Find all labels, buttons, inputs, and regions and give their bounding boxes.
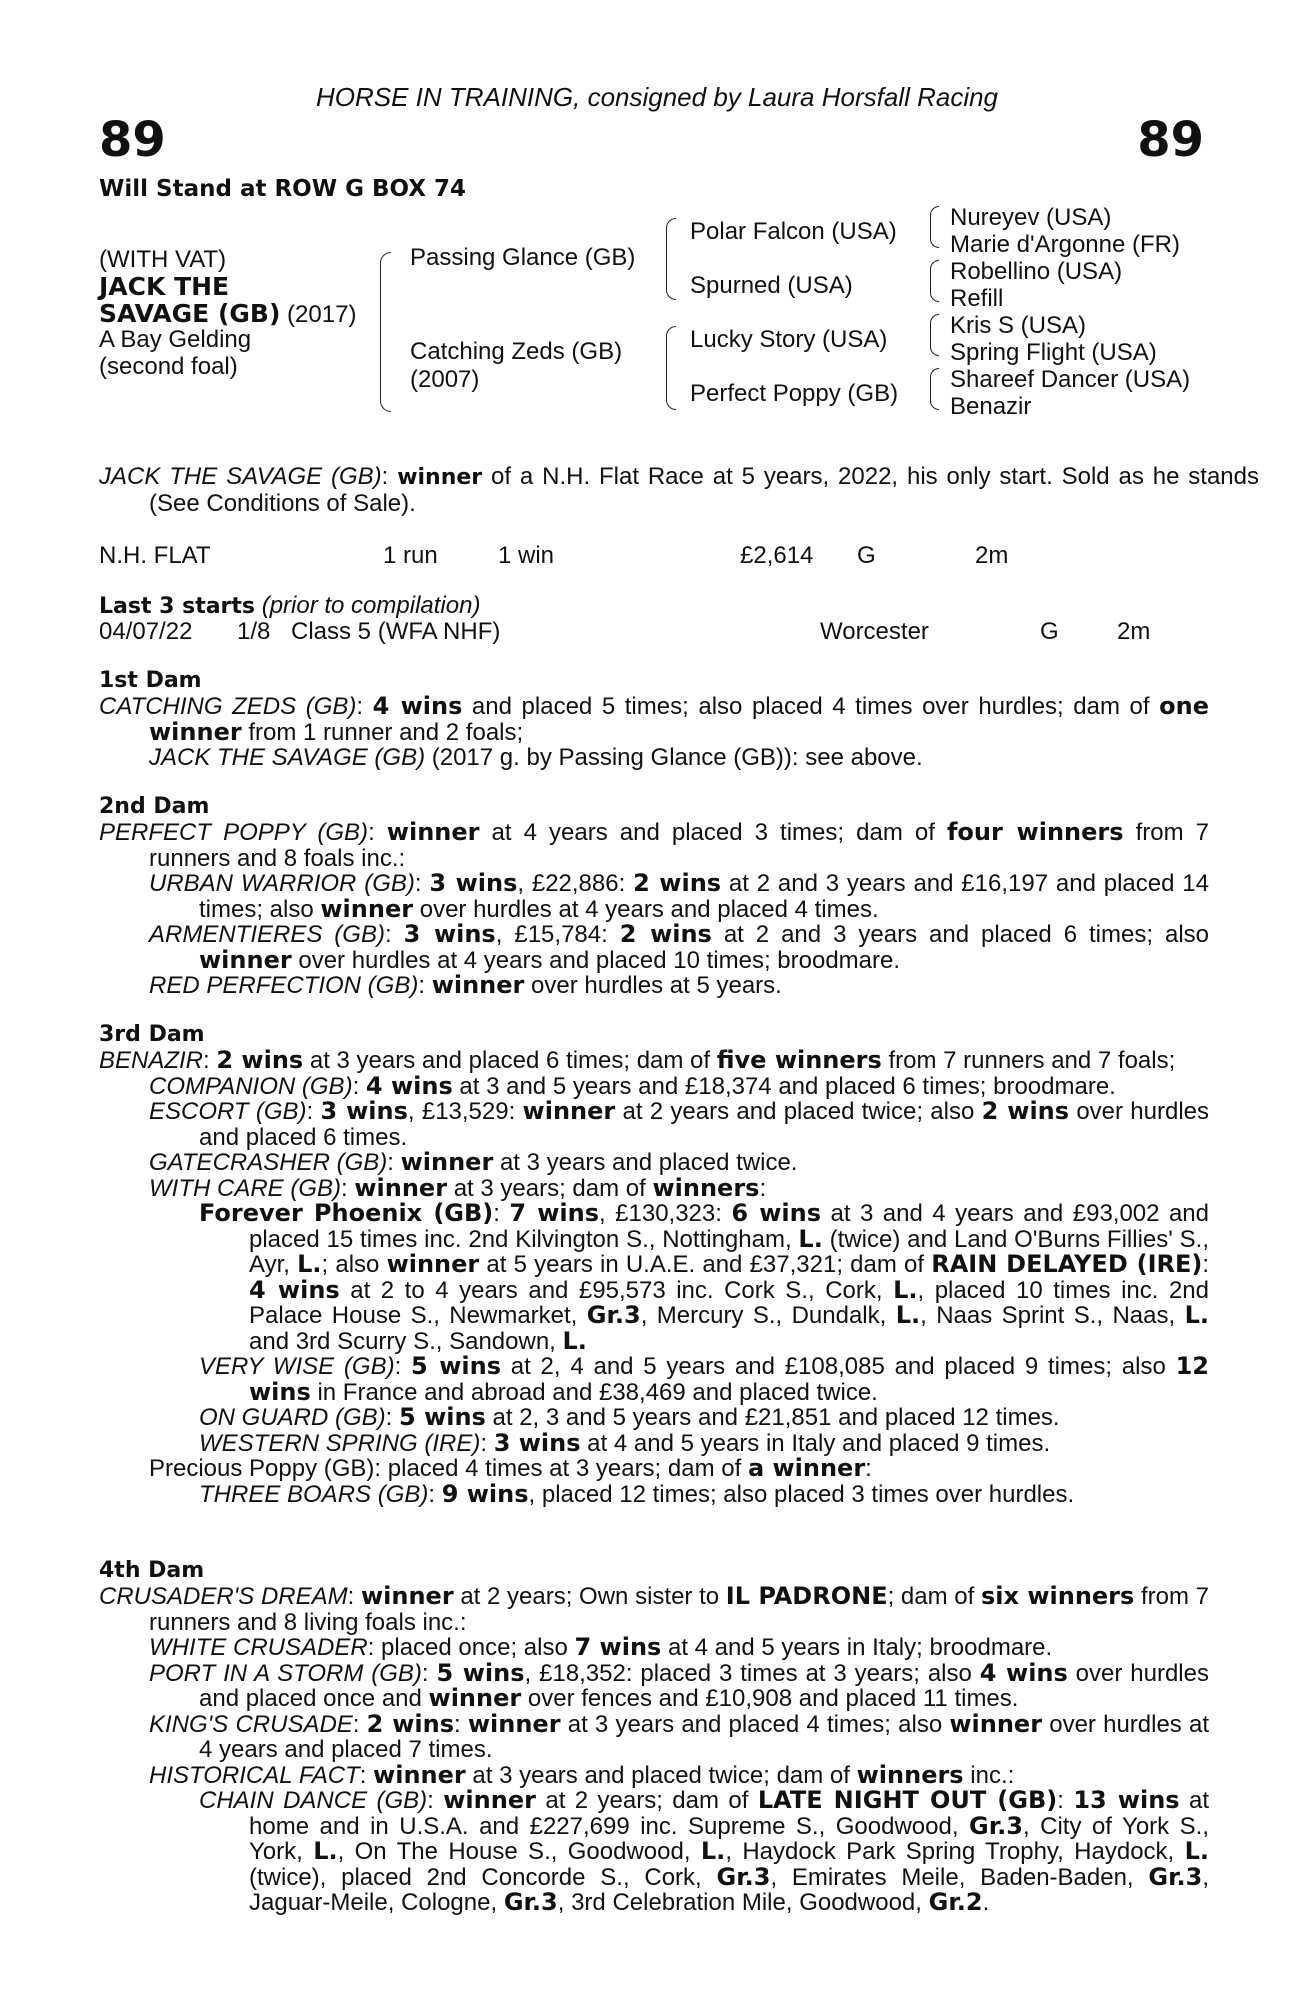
foal-note: (second foal): [99, 353, 238, 380]
last-starts-heading: Last 3 starts (prior to compilation): [99, 592, 481, 619]
last-start-going: G: [1040, 618, 1059, 645]
produce-entry: CHAIN DANCE (GB): winner at 2 years; dam of LATE NIGHT OUT (GB): 13 wins at home and in U.S.A. and £227,699 inc. Supreme S., Goodwood, Gr.3, City of York S., York, L., On The House S., Goodwood, L., Haydock Park Spring Trophy, Haydock, L. (twice), placed 2nd Concorde S., Cork, Gr.3, Emirates Meile, Baden-Baden, Gr.3, Jaguar-Meile, Cologne, Gr.3, 3rd Celebration Mile, Goodwood, Gr.2.: [199, 1786, 1210, 1916]
last-start-course: Worcester: [820, 618, 929, 645]
sdd: Refill: [950, 285, 1004, 312]
pedigree-brace: [930, 260, 939, 302]
last-start-date: 04/07/22: [99, 618, 193, 645]
fourth-dam-text: CRUSADER'S DREAM: winner at 2 years; Own sister to IL PADRONE; dam of six winners from 7 runners and 8 living foals inc.:: [99, 1582, 1209, 1636]
produce-entry: WESTERN SPRING (IRE): 3 wins at 4 and 5 years in Italy and placed 9 times.: [199, 1428, 1051, 1457]
produce-entry: WITH CARE (GB): winner at 3 years; dam of winners:: [149, 1173, 767, 1202]
sire-dam: Spurned (USA): [690, 272, 853, 299]
dss: Kris S (USA): [950, 312, 1087, 339]
sire-sire: Polar Falcon (USA): [690, 218, 897, 245]
second-dam-section: [99, 794, 1209, 999]
sire: Passing Glance (GB): [410, 244, 636, 271]
sss: Nureyev (USA): [950, 204, 1112, 231]
second-dam-text: PERFECT POPPY (GB): winner at 4 years and placed 3 times; dam of four winners from 7 runners and 8 foals inc.:: [99, 818, 1209, 872]
horse-name-line1: JACK THE: [99, 272, 230, 301]
record-prize: £2,614: [740, 542, 814, 569]
dam-dam: Perfect Poppy (GB): [690, 380, 899, 407]
third-dam-heading: 3rd Dam: [99, 1022, 205, 1047]
pedigree-brace: [930, 206, 939, 248]
page-header: HORSE IN TRAINING, consigned by Laura Horsfall Racing: [315, 82, 999, 112]
first-dam-section: [99, 668, 1209, 771]
record-type: N.H. FLAT: [99, 542, 211, 569]
produce-entry: WHITE CRUSADER: placed once; also 7 wins at 4 and 5 years in Italy; broodmare.: [149, 1633, 1053, 1661]
pedigree-brace: [380, 252, 391, 412]
sds: Robellino (USA): [950, 258, 1123, 285]
produce-entry: Precious Poppy (GB): placed 4 times at 3 years; dam of a winner:: [149, 1454, 872, 1482]
produce-entry: THREE BOARS (GB): 9 wins, placed 12 times; also placed 3 times over hurdles.: [199, 1479, 1075, 1508]
horse-description: A Bay Gelding: [99, 326, 252, 353]
dam-year: (2007): [410, 366, 480, 393]
record-distance: 2m: [975, 542, 1009, 569]
produce-entry: URBAN WARRIOR (GB): 3 wins, £22,886: 2 wins at 2 and 3 years and £16,197 and placed 14 times; also winner over hurdles at 4 years and placed 4 times.: [149, 869, 1209, 923]
fourth-dam-heading: 4th Dam: [99, 1558, 205, 1583]
dam-sire: Lucky Story (USA): [690, 326, 888, 353]
pedigree-brace: [930, 368, 939, 410]
first-dam-text: CATCHING ZEDS (GB): 4 wins and placed 5 times; also placed 4 times over hurdles; dam of one winner from 1 runner and 2 foals;: [99, 692, 1210, 746]
record-runs: 1 run: [383, 542, 438, 569]
record-going: G: [857, 542, 876, 569]
produce-entry: PORT IN A STORM (GB): 5 wins, £18,352: placed 3 times at 3 years; also 4 wins over hurdles and placed once and winner over fences and £10,908 and placed 11 times.: [149, 1658, 1209, 1712]
lot-number-right: 89: [1137, 112, 1204, 168]
first-dam-heading: 1st Dam: [99, 668, 202, 693]
first-dam-produce: JACK THE SAVAGE (GB) (2017 g. by Passing Glance (GB)): see above.: [149, 744, 923, 771]
vat-note: (WITH VAT): [99, 246, 227, 273]
produce-entry: COMPANION (GB): 4 wins at 3 and 5 years and £18,374 and placed 6 times; broodmare.: [149, 1071, 1116, 1100]
last-start-pos: 1/8: [237, 618, 271, 645]
produce-entry: VERY WISE (GB): 5 wins at 2, 4 and 5 years and £108,085 and placed 9 times; also 12 wins in France and abroad and £38,469 and placed twice.: [199, 1352, 1209, 1406]
produce-entry: RED PERFECTION (GB): winner over hurdles at 5 years.: [149, 971, 782, 999]
pedigree-brace: [666, 326, 676, 410]
produce-entry: GATECRASHER (GB): winner at 3 years and placed twice.: [149, 1148, 798, 1176]
last-start-distance: 2m: [1117, 618, 1151, 645]
horse-summary: JACK THE SAVAGE (GB): winner of a N.H. Flat Race at 5 years, 2022, his only start. Sold as he stands (See Conditions of Sale).: [99, 463, 1259, 517]
last-start-class: Class 5 (WFA NHF): [291, 618, 501, 645]
second-dam-heading: 2nd Dam: [99, 794, 210, 819]
produce-entry: Forever Phoenix (GB): 7 wins, £130,323: 6 wins at 3 and 4 years and £93,002 and placed 15 times inc. 2nd Kilvington S., Nottingham, L. (twice) and Land O'Burns Fillies' S., Ayr, L.; also winner at 5 years in U.A.E. and £37,321; dam of RAIN DELAYED (IRE): 4 wins at 2 to 4 years and £95,573 inc. Cork S., Cork, L., placed 10 times inc. 2nd Palace House S., Newmarket, Gr.3, Mercury S., Dundalk, L., Naas Sprint S., Naas, L. and 3rd Scurry S., Sandown, L.: [199, 1199, 1210, 1355]
dam: Catching Zeds (GB): [410, 338, 623, 365]
produce-entry: ESCORT (GB): 3 wins, £13,529: winner at 2 years and placed twice; also 2 wins over hurdles and placed 6 times.: [149, 1097, 1209, 1151]
third-dam-section: [99, 1022, 1209, 1507]
dds: Shareef Dancer (USA): [950, 366, 1191, 393]
fourth-dam-section: [99, 1558, 1209, 1916]
stand-location: Will Stand at ROW G BOX 74: [99, 176, 467, 202]
ddd: Benazir: [950, 393, 1032, 420]
third-dam-text: BENAZIR: 2 wins at 3 years and placed 6 times; dam of five winners from 7 runners and 7 foals;: [99, 1046, 1176, 1074]
record-wins: 1 win: [498, 542, 555, 569]
produce-entry: KING'S CRUSADE: 2 wins: winner at 3 years and placed 4 times; also winner over hurdles at 4 years and placed 7 times.: [149, 1709, 1210, 1763]
produce-entry: ON GUARD (GB): 5 wins at 2, 3 and 5 years and £21,851 and placed 12 times.: [199, 1403, 1060, 1431]
produce-entry: HISTORICAL FACT: winner at 3 years and placed twice; dam of winners inc.:: [149, 1760, 1015, 1789]
ssd: Marie d'Argonne (FR): [950, 231, 1180, 258]
produce-entry: ARMENTIERES (GB): 3 wins, £15,784: 2 wins at 2 and 3 years and placed 6 times; also winner over hurdles at 4 years and placed 10 times; broodmare.: [149, 920, 1209, 974]
pedigree-brace: [666, 218, 676, 300]
lot-number-left: 89: [99, 112, 166, 168]
horse-name-line2: SAVAGE (GB) (2017): [99, 299, 357, 328]
pedigree-brace: [930, 314, 939, 356]
dsd: Spring Flight (USA): [950, 339, 1157, 366]
